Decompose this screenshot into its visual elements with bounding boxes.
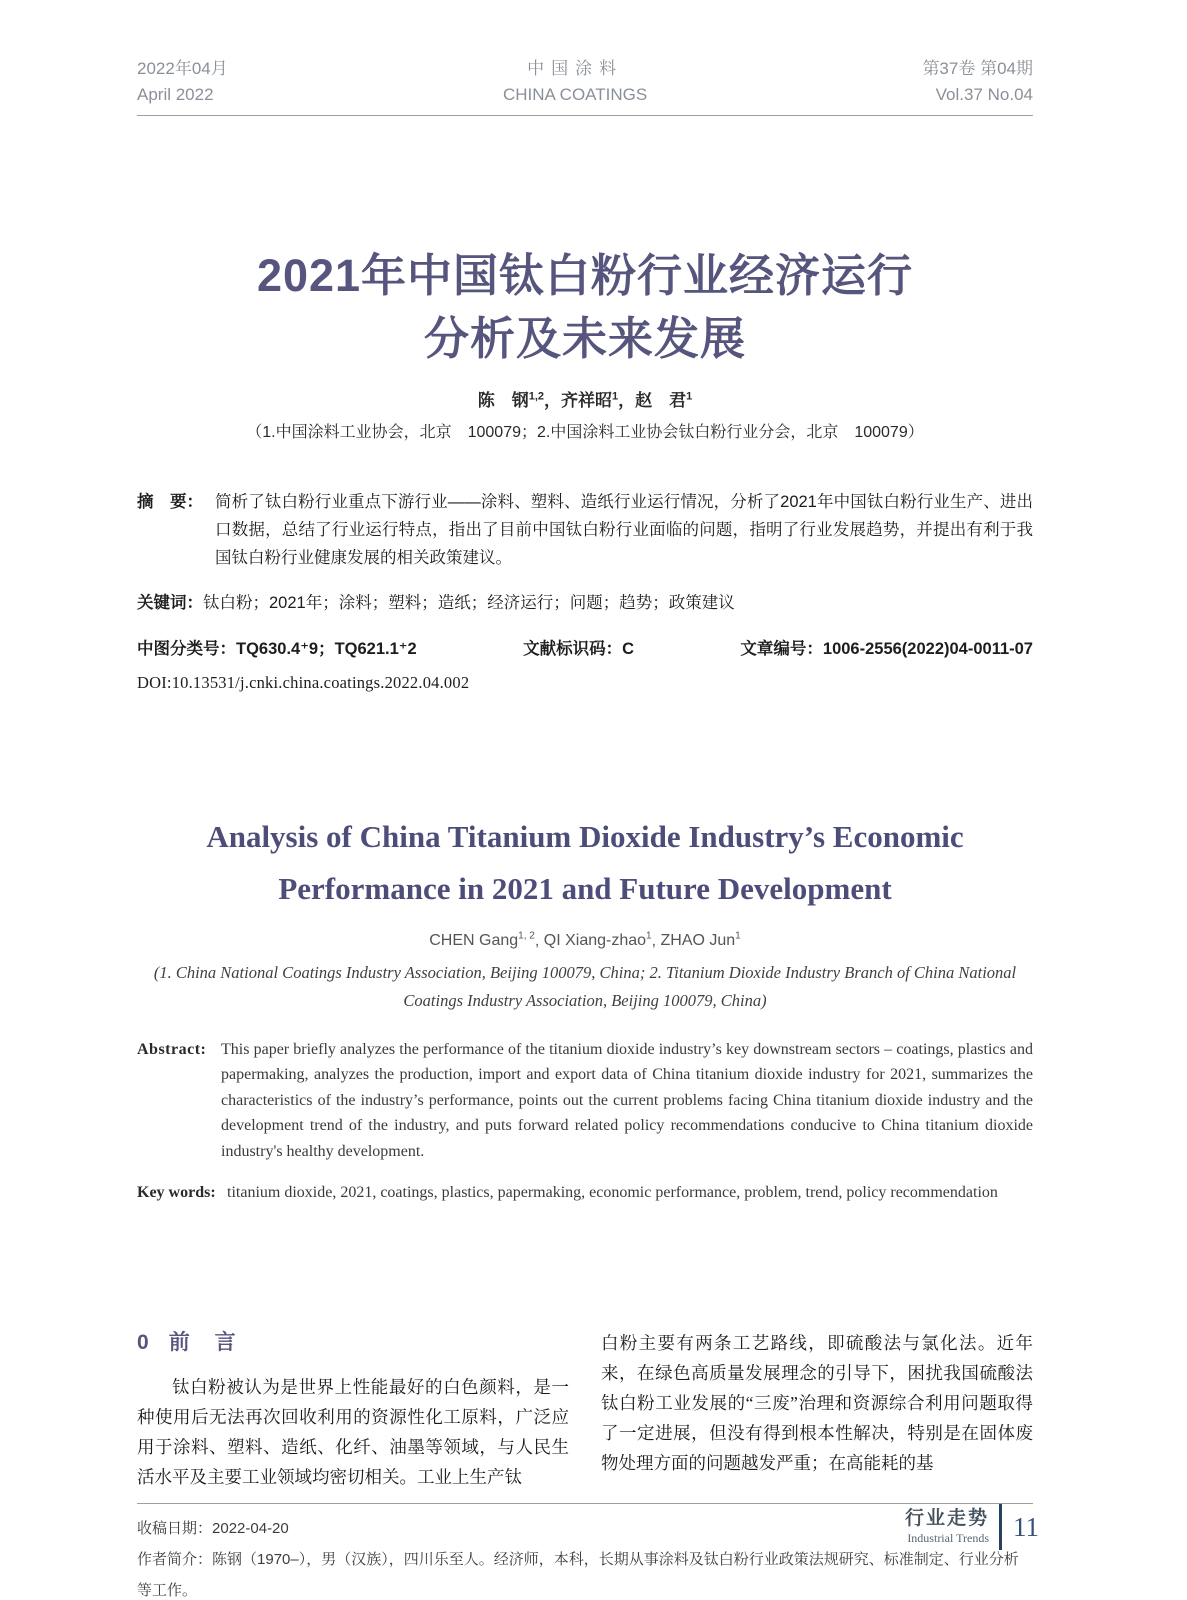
clc-number: 中图分类号：TQ630.4⁺9；TQ621.1⁺2	[137, 639, 417, 658]
author-separator: ,	[534, 931, 544, 949]
footer-section-labels	[905, 1508, 989, 1546]
abstract-en-label: Abstract:	[137, 1040, 207, 1058]
author-separator: ,	[651, 931, 661, 949]
header-date-cn: 2022年04月	[137, 59, 228, 78]
footer-divider-bar	[999, 1504, 1002, 1550]
keywords-en-label: Key words:	[137, 1184, 216, 1202]
article-title-en	[137, 811, 1033, 915]
keywords-cn	[137, 589, 1033, 617]
author-cn: 齐祥昭$^1$	[561, 390, 619, 410]
keywords-en-text: titanium dioxide, 2021, coatings, plastics, papermaking, economic performance, problem, trend, policy recommendation	[227, 1184, 998, 1202]
authors-cn	[137, 386, 1033, 411]
author-bio: 作者简介：陈钢（1970–），男（汉族），四川乐至人。经济师，本科，长期从事涂料及钛白粉行业政策法规研究、标准制定、行业分析等工作。	[137, 1550, 1019, 1599]
abstract-cn-text: 简析了钛白粉行业重点下游行业——涂料、塑料、造纸行业运行情况，分析了2021年中国钛白粉行业生产、进出口数据，总结了行业运行特点，指出了目前中国钛白粉行业面临的问题，指明了行业发展趋势，并提出有利于我国钛白粉行业健康发展的相关政策建议。	[215, 493, 1033, 567]
author-cn: 赵 君$^1$	[635, 390, 693, 410]
keywords-en	[137, 1180, 1033, 1206]
author-en: ZHAO Jun$^1$	[660, 930, 741, 949]
header-journal-cn: 中国涂料	[527, 59, 624, 78]
body-column-left	[137, 1328, 569, 1492]
footer-section-cn: 行业走势	[904, 1508, 989, 1529]
body-paragraph-left: 钛白粉被认为是世界上性能最好的白色颜料，是一种使用后无法再次回收利用的资源性化工原料，广泛应用于涂料、塑料、造纸、化纤、油墨等领域，与人民生活水平及主要工业领域均密切相关。工业上生产钛	[137, 1376, 569, 1487]
authors-en	[137, 931, 1033, 950]
header-issue-date	[137, 56, 228, 108]
header-issue-en: Vol.37 No.04	[935, 85, 1033, 104]
affiliation-cn: （1.中国涂料工业协会，北京 100079；2.中国涂料工业协会钛白粉行业分会，北京 100079）	[246, 424, 924, 441]
abstract-en	[137, 1037, 1033, 1165]
page-number: 11	[1013, 1511, 1039, 1542]
article-number: 文章编号：1006-2556(2022)04-0011-07	[740, 639, 1033, 658]
article-title-en-line1: Analysis of China Titanium Dioxide Industry’s Economic	[206, 818, 964, 854]
author-separator: ，	[618, 391, 636, 410]
document-code: 文献标识码：C	[523, 639, 634, 658]
doi: DOI:10.13531/j.cnki.china.coatings.2022.04.002	[137, 672, 470, 692]
abstract-en-text: This paper briefly analyzes the performance of the titanium dioxide industry’s key downstream sectors – coatings, plastics and papermaking, analyzes the production, import and export data of China titanium dioxide industry for 2021, summarizes the characteristics of the industry’s performance, points out the current problems facing China titanium dioxide industry and the development trend of the industry, and puts forward related policy recommendations conducive to China titanium dioxide industry's healthy development.	[221, 1040, 1033, 1160]
header-journal-name	[503, 56, 647, 108]
journal-header	[137, 56, 1033, 116]
footer-section-en: Industrial Trends	[907, 1531, 989, 1545]
article-title-cn-line2: 分析及未来发展	[423, 313, 746, 364]
author-cn: 陈 钢$^{1,2}$	[477, 390, 545, 410]
author-en: QI Xiang-zhao$^1$	[543, 930, 652, 949]
page-footer	[905, 1504, 1039, 1550]
received-date: 收稿日期：2022-04-20	[137, 1519, 289, 1537]
article-title-en-line2: Performance in 2021 and Future Development	[278, 870, 892, 906]
article-title-cn	[137, 244, 1033, 370]
abstract-cn	[137, 488, 1033, 572]
body-paragraph-right: 白粉主要有两条工艺路线，即硫酸法与氯化法。近年来，在绿色高质量发展理念的引导下，困扰我国硫酸法钛白粉工业发展的“三废”治理和资源综合利用问题取得了一定进展，但没有得到根本性解决，特别是在固体废物处理方面的问题越发严重；在高能耗的基	[601, 1332, 1033, 1473]
affiliation-en: (1. China National Coatings Industry Association, Beijing 100079, China; 2. Titanium Dioxide Industry Branch of China National Coatings Industry Association, Beijing 100079, China)	[153, 962, 1017, 1010]
header-volume-issue	[922, 56, 1033, 108]
header-issue-cn: 第37卷 第04期	[922, 59, 1033, 78]
abstract-cn-label: 摘 要：	[137, 493, 203, 511]
section-0-title: 前 言	[168, 1330, 238, 1354]
section-0-number: 0	[137, 1330, 151, 1354]
section-0-heading	[137, 1328, 569, 1358]
keywords-cn-text: 钛白粉；2021年；涂料；塑料；造纸；经济运行；问题；趋势；政策建议	[203, 593, 735, 612]
header-journal-en: CHINA COATINGS	[502, 85, 648, 104]
body-columns	[137, 1328, 1033, 1492]
classification-row	[137, 635, 1033, 659]
body-column-right	[601, 1328, 1033, 1492]
article-title-cn-line1: 2021年中国钛白粉行业经济运行	[256, 250, 914, 301]
header-date-en: April 2022	[137, 85, 214, 104]
keywords-cn-label: 关键词：	[137, 593, 203, 612]
page-content	[137, 0, 1033, 1600]
footnote-block	[137, 1503, 1033, 1600]
author-en: CHEN Gang$^{1, 2}$	[429, 930, 535, 949]
author-separator: ，	[544, 391, 562, 410]
